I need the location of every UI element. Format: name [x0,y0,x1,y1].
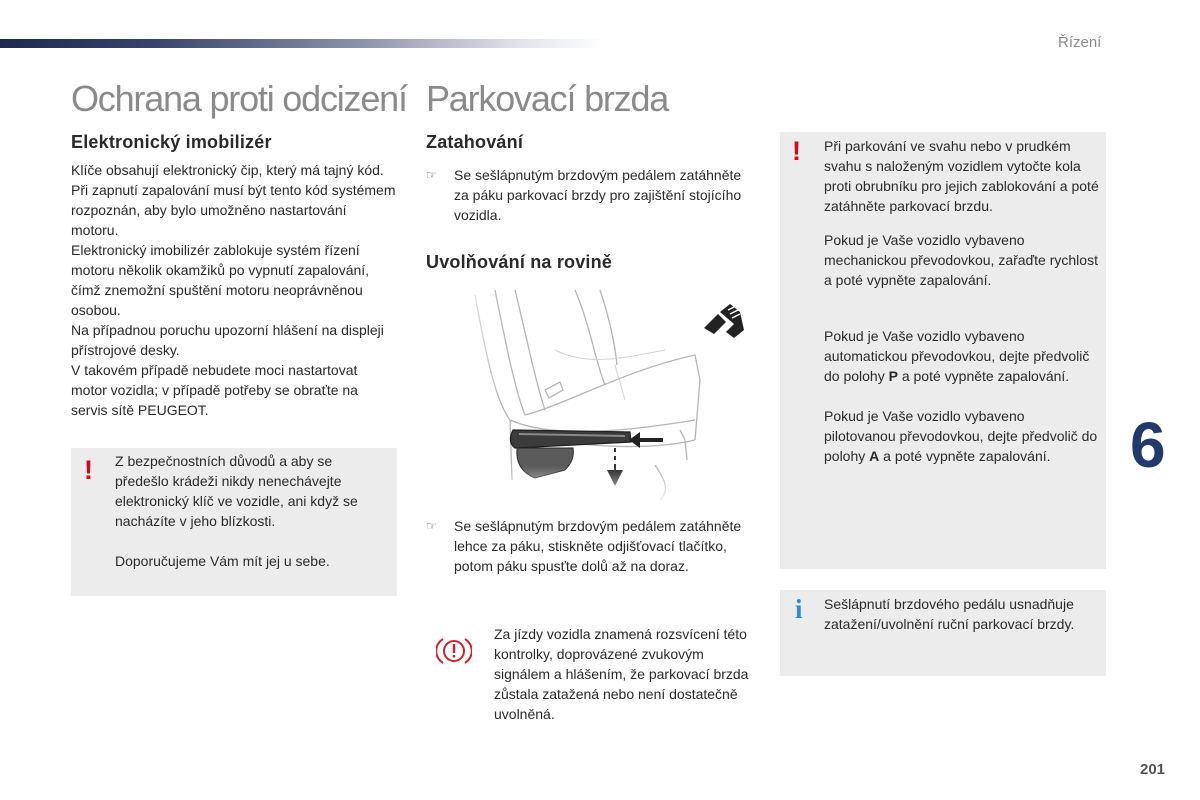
warning-paragraph-piloted: Pokud je Vaše vozidlo vybaveno pilotovanou převodovkou, dejte předvolič do polohy A a poté vypněte zapalování. [824,408,1098,464]
warning-icon: ! [792,136,801,166]
info-text: Sešlápnutí brzdového pedálu usnadňuje zatažení/uvolnění ruční parkovací brzdy. [824,596,1075,632]
info-icon: i [795,594,803,624]
bullet-uvolnovani [426,516,754,576]
left-warning-box [71,448,397,596]
subheading-uvolnovani: Uvolňování na rovině [426,252,613,272]
left-paragraph: Na případnou poruchu upozorní hlášení na displeji přístrojové desky. [71,322,384,358]
chapter-number: 6 [1130,409,1166,481]
left-warning-text [115,451,387,571]
warning-paragraph: Z bezpečnostních důvodů a aby se předešlo krádeži nikdy nenechávejte elektronický klíč ve vozidle, ani když se nacházíte v jeho blízkosti. [115,453,358,529]
warning-paragraph-automatic: Pokud je Vaše vozidlo vybaveno automatickou převodovkou, dejte předvolič do polohy P a poté vypněte zapalování. [824,328,1090,384]
warning-paragraph: Doporučujeme Vám mít jej u sebe. [115,553,330,569]
bullet-text: Se sešlápnutým brzdovým pedálem zatáhněte lehce za páku, stiskněte odjišťovací tlačítko, potom páku spusťte dolů až na doraz. [454,518,742,574]
pointer-bullet-icon: ☞ [426,519,437,533]
page-number: 201 [1140,761,1166,778]
warning-paragraph: Pokud je Vaše vozidlo vybaveno mechanickou převodovkou, zařaďte rychlost a poté vypněte zapalování. [824,232,1098,288]
left-paragraph: Klíče obsahují elektronický čip, který má tajný kód. Při zapnutí zapalování musí být tento kód systémem rozpoznán, aby bylo umožněno nastartování motoru. [71,162,396,238]
left-body [71,160,396,420]
left-paragraph: Elektronický imobilizér zablokuje systém řízení motoru několik okamžiků po vypnutí zapalování, čímž znemožní spuštění motoru neoprávněnou osobou. [71,242,370,318]
header-gradient-bar [0,39,605,48]
right-warning-box [780,132,1106,569]
bullet-zatahovani [426,165,754,225]
subheading-zatahovani: Zatahování [426,132,524,152]
warning-icon: ! [84,455,93,485]
warning-light-description: Za jízdy vozidla znamená rozsvícení této kontrolky, doprovázené zvukovým signálem a hlášením, že parkovací brzda zůstala zatažená nebo není dostatečně uvolněná. [494,626,749,722]
pointer-bullet-icon: ☞ [426,168,437,182]
bullet-text: Se sešlápnutým brzdovým pedálem zatáhněte za páku parkovací brzdy pro zajištění stojícího vozidla. [454,167,742,223]
warning-paragraph: Při parkování ve svahu nebo v prudkém svahu s naloženým vozidlem vytočte kola proti obrubníku pro jejich zablokování a poté zatáhněte parkovací brzdu. [824,138,1099,214]
middle-title: Parkovací brzda [426,78,669,119]
left-paragraph: V takovém případě nebudete moci nastartovat motor vozidla; v případě potřeby se obraťte na servis sítě PEUGEOT. [71,362,358,418]
left-subtitle: Elektronický imobilizér [71,132,272,152]
parking-brake-warning-light-icon [436,636,472,666]
left-title: Ochrana proti odcizení [71,78,407,119]
right-info-box [780,590,1106,676]
right-warning-text [824,136,1099,466]
section-label: Řízení [1058,34,1102,51]
brake-pedal-foot-icon [700,300,748,342]
